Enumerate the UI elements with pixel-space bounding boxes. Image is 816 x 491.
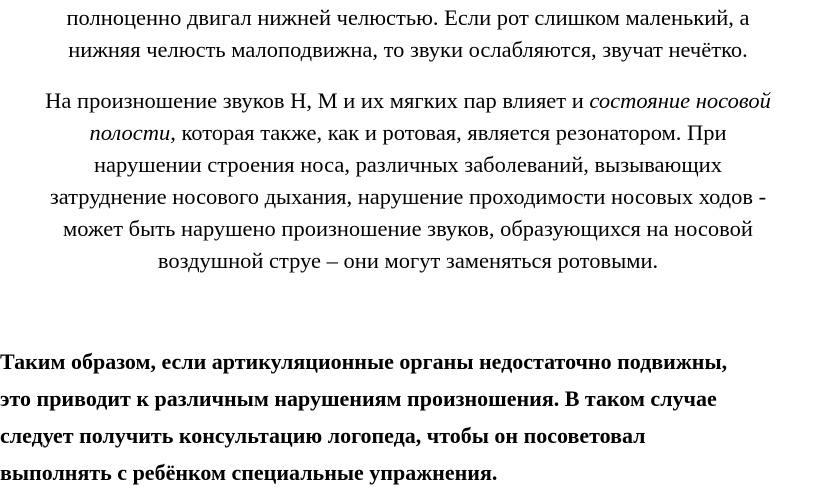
text-line	[0, 117, 816, 149]
text-line: это приводит к различным нарушениям произношения. В таком случае	[0, 386, 717, 411]
text-line: Таким образом, если артикуляционные органы недостаточно подвижны,	[0, 349, 728, 374]
paragraph-nasal	[0, 85, 816, 277]
paragraph-jaw	[0, 2, 816, 66]
text-segment: , которая также, как и ротовая, является резонатором. При	[170, 120, 727, 145]
italic-term: полости	[89, 120, 171, 145]
text-line: нарушении строения носа, различных заболеваний, вызывающих	[94, 152, 722, 177]
text-line: затруднение носового дыхания, нарушение проходимости носовых ходов -	[49, 184, 767, 209]
paragraph-conclusion	[0, 343, 816, 491]
italic-term: состояние носовой	[589, 88, 771, 113]
text-line	[0, 85, 816, 117]
text-line: может быть нарушено произношение звуков, образующихся на носовой	[63, 216, 753, 241]
text-line: полноценно двигал нижней челюстью. Если рот слишком маленький, а	[66, 5, 750, 30]
text-segment: На произношение звуков Н, М и их мягких пар влияет и	[45, 88, 590, 113]
text-line: выполнять с ребёнком специальные упражнения.	[0, 460, 498, 485]
text-line: нижняя челюсть малоподвижна, то звуки ослабляются, звучат нечётко.	[68, 37, 748, 62]
text-line: следует получить консультацию логопеда, чтобы он посоветовал	[0, 423, 646, 448]
text-line: воздушной струе – они могут заменяться ротовыми.	[157, 248, 659, 273]
